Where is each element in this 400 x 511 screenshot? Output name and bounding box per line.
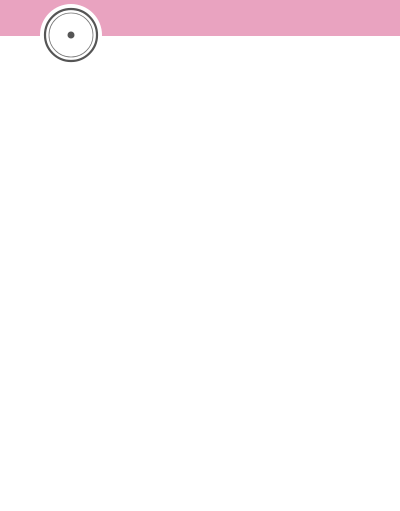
ashoka-chakra-icon <box>40 4 102 66</box>
